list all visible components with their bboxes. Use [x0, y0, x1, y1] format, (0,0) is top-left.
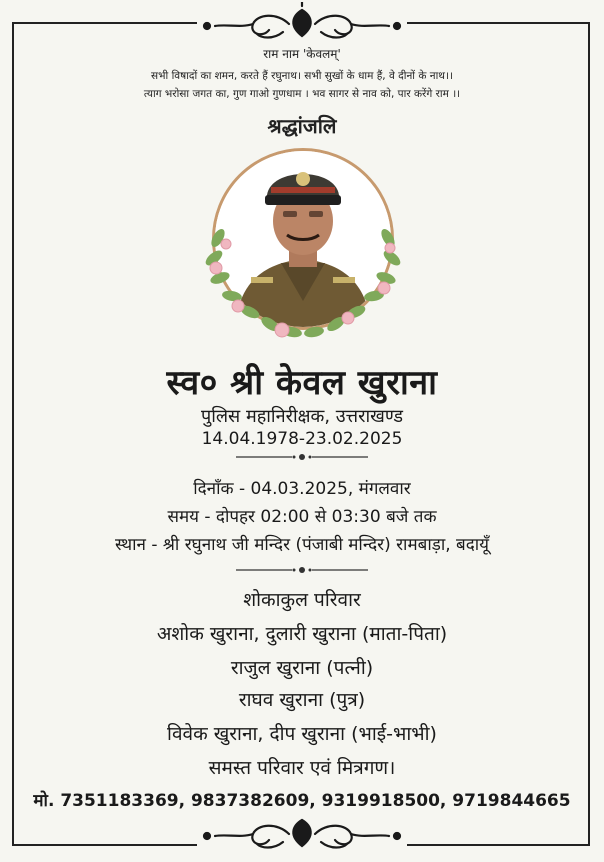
bottom-ornament — [197, 812, 407, 856]
deceased-designation: पुलिस महानिरीक्षक, उत्तराखण्ड — [200, 406, 404, 427]
event-date: दिनाँक - 04.03.2025, मंगलवार — [193, 479, 411, 499]
wreath-icon — [198, 148, 408, 348]
shraddhanjali-title: श्रद्धांजलि — [267, 114, 337, 138]
family-member: समस्त परिवार एवं मित्रगण। — [208, 757, 396, 779]
family-member: राजुल खुराना (पत्नी) — [230, 657, 374, 679]
header-line-2: सभी विषादों का शमन, करते हैं रघुनाथ। सभी सुखों के धाम हैं, वे दीनों के नाथ।। — [151, 70, 453, 82]
contact-phones: मो. 7351183369, 9837382609, 9319918500, 9719844665 — [33, 791, 571, 811]
event-time: समय - दोपहर 02:00 से 03:30 बजे तक — [167, 507, 437, 527]
event-venue: स्थान - श्री रघुनाथ जी मन्दिर (पंजाबी मन्दिर) रामबाड़ा, बदायूँ — [114, 535, 490, 555]
flourish-icon — [197, 812, 407, 856]
top-ornament — [197, 2, 407, 46]
deceased-name: स्व० श्री केवल खुराना — [166, 363, 438, 403]
family-heading: शोकाकुल परिवार — [243, 589, 361, 611]
divider-ornament-icon — [232, 565, 372, 575]
header-line-3: त्याग भरोसा जगत का, गुण गाओ गुणधाम । भव सागर से नाव को, पार करेंगे राम ।। — [143, 88, 461, 100]
divider-ornament-icon — [232, 452, 372, 462]
flourish-icon — [197, 2, 407, 46]
family-member: राघव खुराना (पुत्र) — [238, 689, 366, 711]
header-line-1: राम नाम 'केवलम्' — [263, 47, 341, 61]
family-member: विवेक खुराना, दीप खुराना (भाई-भाभी) — [167, 723, 437, 745]
life-dates: 14.04.1978-23.02.2025 — [201, 429, 403, 449]
family-member: अशोक खुराना, दुलारी खुराना (माता-पिता) — [156, 623, 448, 645]
portrait-frame — [198, 148, 408, 348]
